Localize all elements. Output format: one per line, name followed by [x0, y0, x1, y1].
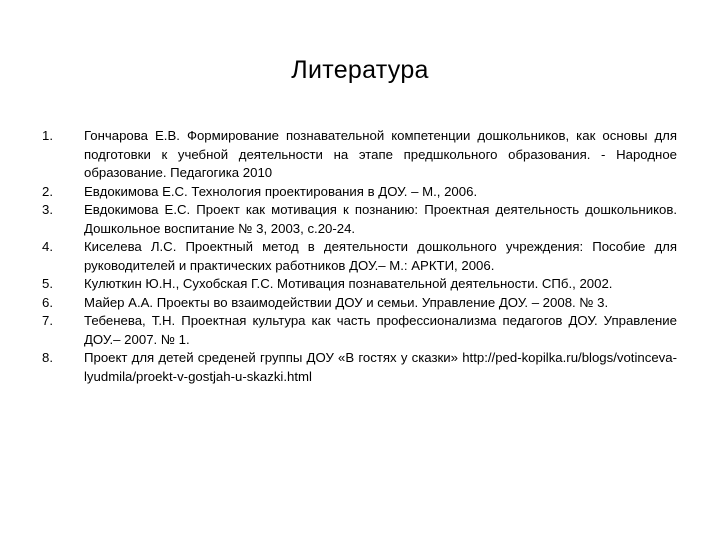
list-item-text: Киселева Л.С. Проектный метод в деятельности дошкольного учреждения: Пособие для руководителей и практических работников ДОУ.– М.: АРКТИ, 2006. [84, 239, 677, 273]
page-title: Литература [291, 56, 429, 84]
list-item-text: Проект для детей среденей группы ДОУ «В гостях у сказки» http://ped-kopilka.ru/blogs/votinceva-lyudmila/proekt-v-gostjah-u-skazki.html [84, 350, 677, 384]
list-item [42, 275, 677, 294]
list-item [42, 127, 677, 183]
list-item-text: Евдокимова Е.С. Проект как мотивация к познанию: Проектная деятельность дошкольников. Дошкольное воспитание № 3, 2003, с.20-24. [84, 202, 677, 236]
list-item-text: Кулюткин Ю.Н., Сухобская Г.С. Мотивация познавательной деятельности. СПб., 2002. [84, 276, 613, 291]
list-item-number: 1. [42, 128, 53, 143]
list-item-number: 6. [42, 294, 53, 310]
list-item-number: 4. [42, 239, 53, 254]
list-item [42, 294, 677, 313]
list-item-text: Евдокимова Е.С. Технология проектирования в ДОУ. – М., 2006. [84, 183, 478, 199]
list-item-text: Майер А.А. Проекты во взаимодействии ДОУ и семьи. Управление ДОУ. – 2008. № 3. [84, 294, 609, 310]
list-item-text: Тебенева, Т.Н. Проектная культура как часть профессионализма педагогов ДОУ. Управление ДОУ.– 2007. № 1. [84, 313, 677, 347]
list-item [42, 238, 677, 275]
list-item [42, 312, 677, 349]
list-item [42, 349, 677, 386]
list-item [42, 201, 677, 238]
list-item-text: Гончарова Е.В. Формирование познавательной компетенции дошкольников, как основы для подготовки к учебной деятельности на этапе предшкольного образования. - Народное образование. Педагогика 2010 [84, 128, 677, 180]
list-item [42, 183, 677, 202]
list-item-number: 8. [42, 350, 53, 365]
reference-list [42, 127, 677, 386]
list-item-number: 2. [42, 183, 53, 199]
list-item-number: 7. [42, 313, 53, 328]
list-item-number: 5. [42, 276, 53, 291]
list-item-number: 3. [42, 202, 53, 217]
